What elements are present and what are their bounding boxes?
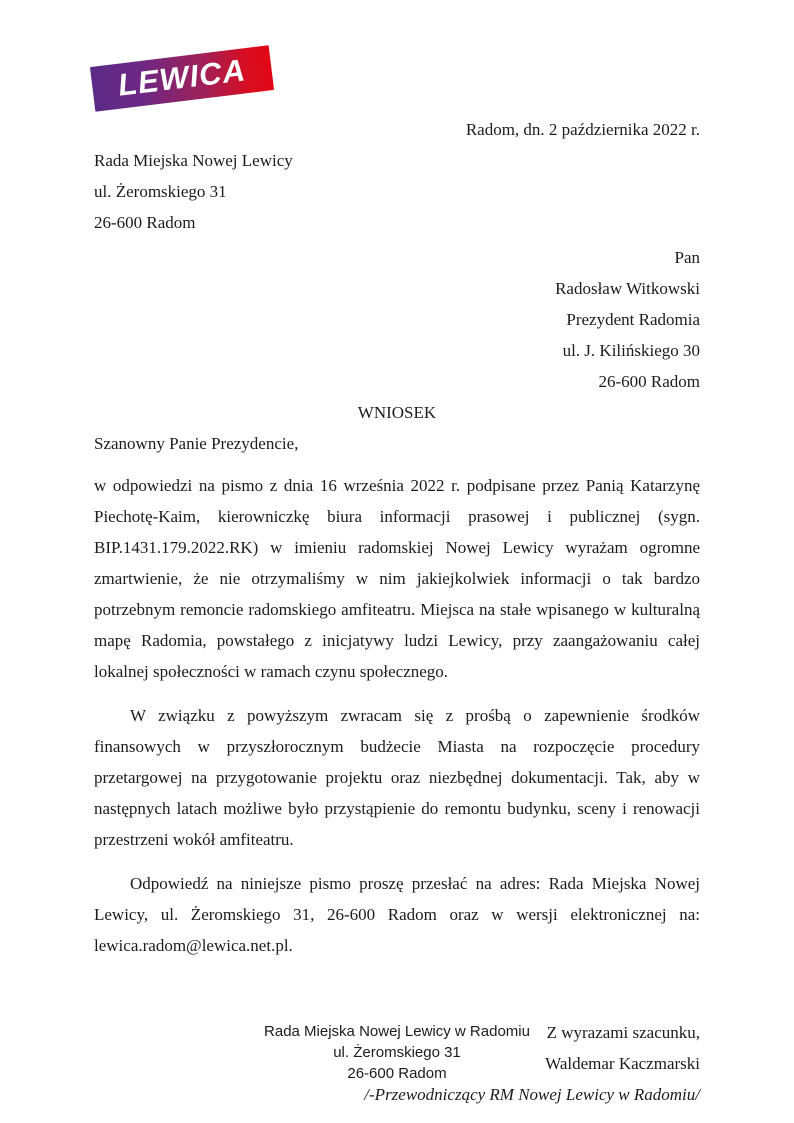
closing-signature-name: Waldemar Kaczmarski: [545, 1054, 700, 1073]
recipient-line-title: Prezydent Radomia: [566, 310, 700, 329]
sender-line-organization: Rada Miejska Nowej Lewicy: [94, 151, 293, 170]
recipient-line-name: Radosław Witkowski: [555, 279, 700, 298]
recipient-address: [94, 242, 700, 397]
date-line: Radom, dn. 2 października 2022 r.: [465, 120, 700, 139]
footer-line-street: ul. Żeromskiego 31: [333, 1044, 461, 1061]
sender-address: [94, 145, 700, 238]
recipient-line-street: ul. J. Kilińskiego 30: [562, 341, 700, 360]
lewica-logo: [90, 45, 274, 112]
sender-line-street: ul. Żeromskiego 31: [94, 182, 227, 201]
recipient-line-city: 26-600 Radom: [598, 372, 700, 391]
lewica-logo-text: LEWICA: [116, 52, 248, 103]
letter-content: [94, 114, 700, 1110]
salutation: Szanowny Panie Prezydencie,: [94, 434, 299, 453]
footer-line-city: 26-600 Radom: [347, 1065, 447, 1082]
body-paragraph-1: w odpowiedzi na pismo z dnia 16 września 2022 r. podpisane przez Panią Katarzynę Piechotę-Kaim, kierowniczkę biura informacji prasowej i publicznej (sygn. BIP.1431.179.2022.RK) w imieniu radomskiej Nowej Lewicy wyrażam ogromne zmartwienie, że nie otrzymaliśmy w nim jakiejkolwiek informacji o tak bardzo potrzebnym remoncie radomskiego amfiteatru. Miejsca na stałe wpisanego w kulturalną mapę Radomia, powstałego z inicjatywy ludzi Lewicy, przy zaangażowaniu całej lokalnej społeczności w ramach czynu społecznego.: [94, 476, 700, 681]
document-title: WNIOSEK: [357, 403, 437, 422]
footer-line-organization: Rada Miejska Nowej Lewicy w Radomiu: [264, 1023, 530, 1040]
closing-phrase: Z wyrazami szacunku,: [546, 1023, 700, 1042]
footer-address: [0, 1021, 794, 1084]
recipient-line-salutation: Pan: [674, 248, 700, 267]
body-paragraph-2: W związku z powyższym zwracam się z prośbą o zapewnienie środków finansowych w przyszłorocznym budżecie Miasta na rozpoczęcie procedury przetargowej na przygotowanie projektu oraz niezbędnej dokumentacji. Tak, aby w następnych latach możliwe było przystąpienie do remontu budynku, sceny i renowacji przestrzeni wokół amfiteatru.: [94, 706, 700, 849]
sender-line-city: 26-600 Radom: [94, 213, 196, 232]
body-paragraph-3: Odpowiedź na niniejsze pismo proszę przesłać na adres: Rada Miejska Nowej Lewicy, ul. Żeromskiego 31, 26-600 Radom oraz w wersji elektronicznej na: lewica.radom@lewica.net.pl.: [94, 874, 700, 955]
closing-signature-role: /-Przewodniczący RM Nowej Lewicy w Radomiu/: [364, 1085, 700, 1104]
